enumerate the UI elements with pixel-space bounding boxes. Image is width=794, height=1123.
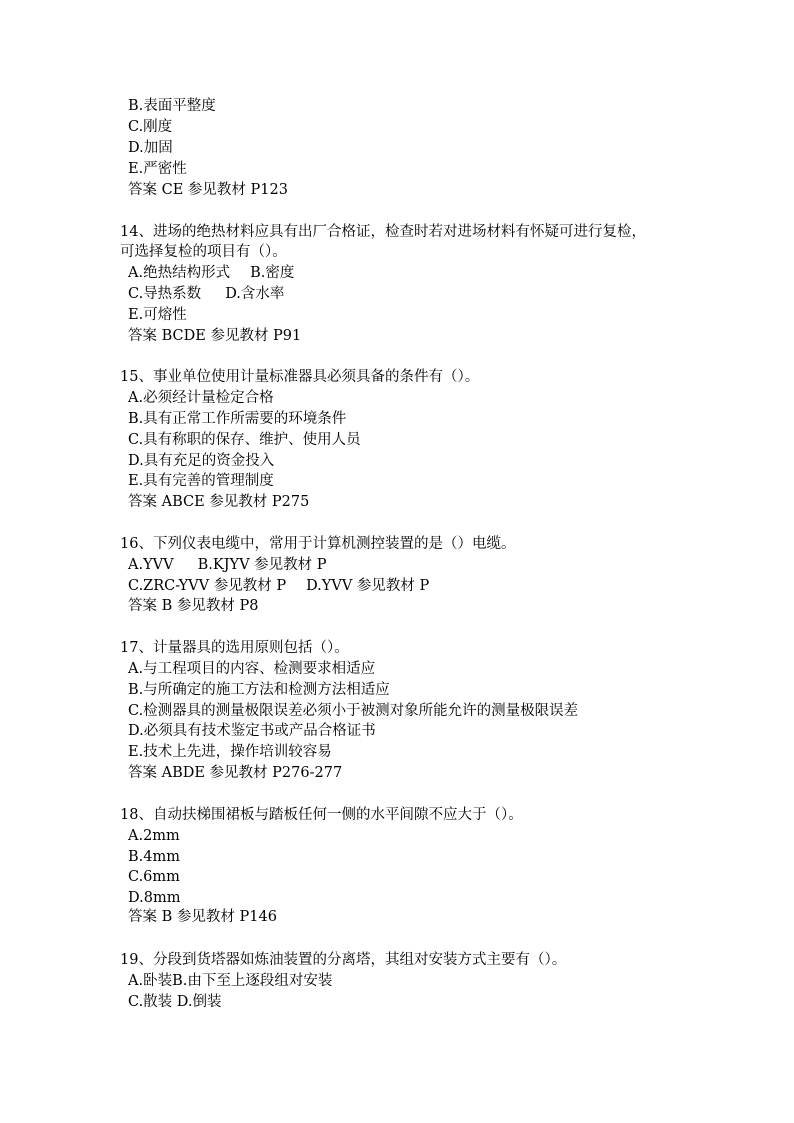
q17-option-c: C.检测器具的测量极限误差必须小于被测对象所能允许的测量极限误差 [128,703,579,719]
q14-option-b: B.密度 [250,265,295,281]
q17-answer: 答案 ABDE 参见教材 P276-277 [128,765,343,781]
q15-option-a: A.必须经计量检定合格 [128,390,274,406]
q13-answer: 答案 CE 参见教材 P123 [128,182,288,198]
q16-answer: 答案 B 参见教材 P8 [128,598,259,614]
q15-option-c: C.具有称职的保存、维护、使用人员 [128,432,361,448]
q14-answer: 答案 BCDE 参见教材 P91 [128,328,302,344]
q14-stem-line1: 14、进场的绝热材料应具有出厂合格证，检查时若对进场材料有怀疑可进行复检， [120,224,646,240]
q15-option-b: B.具有正常工作所需要的环境条件 [128,411,347,427]
q16-option-b: B.KJYV 参见教材 P [197,557,327,573]
q14-options-ab [128,263,294,283]
q13-option-d: D.加固 [128,140,173,156]
q16-stem: 16、下列仪表电缆中，常用于计算机测控装置的是（）电缆。 [120,536,516,552]
q13-option-e: E.严密性 [128,161,187,177]
q14-option-c: C.导热系数 [128,286,202,302]
q17-option-e: E.技术上先进，操作培训较容易 [128,744,332,760]
q19-options-ab: A.卧装B.由下至上逐段组对安装 [128,973,333,989]
q17-stem: 17、计量器具的选用原则包括（）。 [120,640,349,656]
q18-option-d: D.8mm [128,890,181,906]
q16-options-ab [128,555,327,575]
q13-option-b: B.表面平整度 [128,98,216,114]
q17-option-a: A.与工程项目的内容、检测要求相适应 [128,661,376,677]
q14-option-e: E.可熔性 [128,307,187,323]
q13-option-c: C.刚度 [128,119,173,135]
q16-options-cd [128,576,429,596]
q19-stem: 19、分段到货塔器如炼油装置的分离塔，其组对安装方式主要有（）。 [120,952,567,968]
q15-answer: 答案 ABCE 参见教材 P275 [128,494,310,510]
q18-option-c: C.6mm [128,869,180,885]
q17-option-b: B.与所确定的施工方法和检测方法相适应 [128,682,390,698]
q16-option-c: C.ZRC-YVV 参见教材 P [128,578,287,594]
q15-option-e: E.具有完善的管理制度 [128,473,274,489]
q19-options-cd: C.散装 D.倒装 [128,994,222,1010]
q14-option-d: D.含水率 [225,286,285,302]
q17-option-d: D.必须具有技术鉴定书或产品合格证书 [128,723,376,739]
q15-stem: 15、事业单位使用计量标准器具必须具备的条件有（）。 [120,369,480,385]
q16-option-a: A.YVV [128,557,174,573]
q18-option-a: A.2mm [128,828,180,844]
q18-answer: 答案 B 参见教材 P146 [128,909,277,925]
q15-option-d: D.具有充足的资金投入 [128,453,275,469]
q18-stem: 18、自动扶梯围裙板与踏板任何一侧的水平间隙不应大于（）。 [120,807,523,823]
q14-stem-line2: 可选择复检的项目有（）。 [120,244,287,260]
q14-options-cd [128,284,284,304]
q18-option-b: B.4mm [128,849,180,865]
q16-option-d: D.YVV 参见教材 P [306,578,430,594]
q14-option-a: A.绝热结构形式 [128,265,231,281]
